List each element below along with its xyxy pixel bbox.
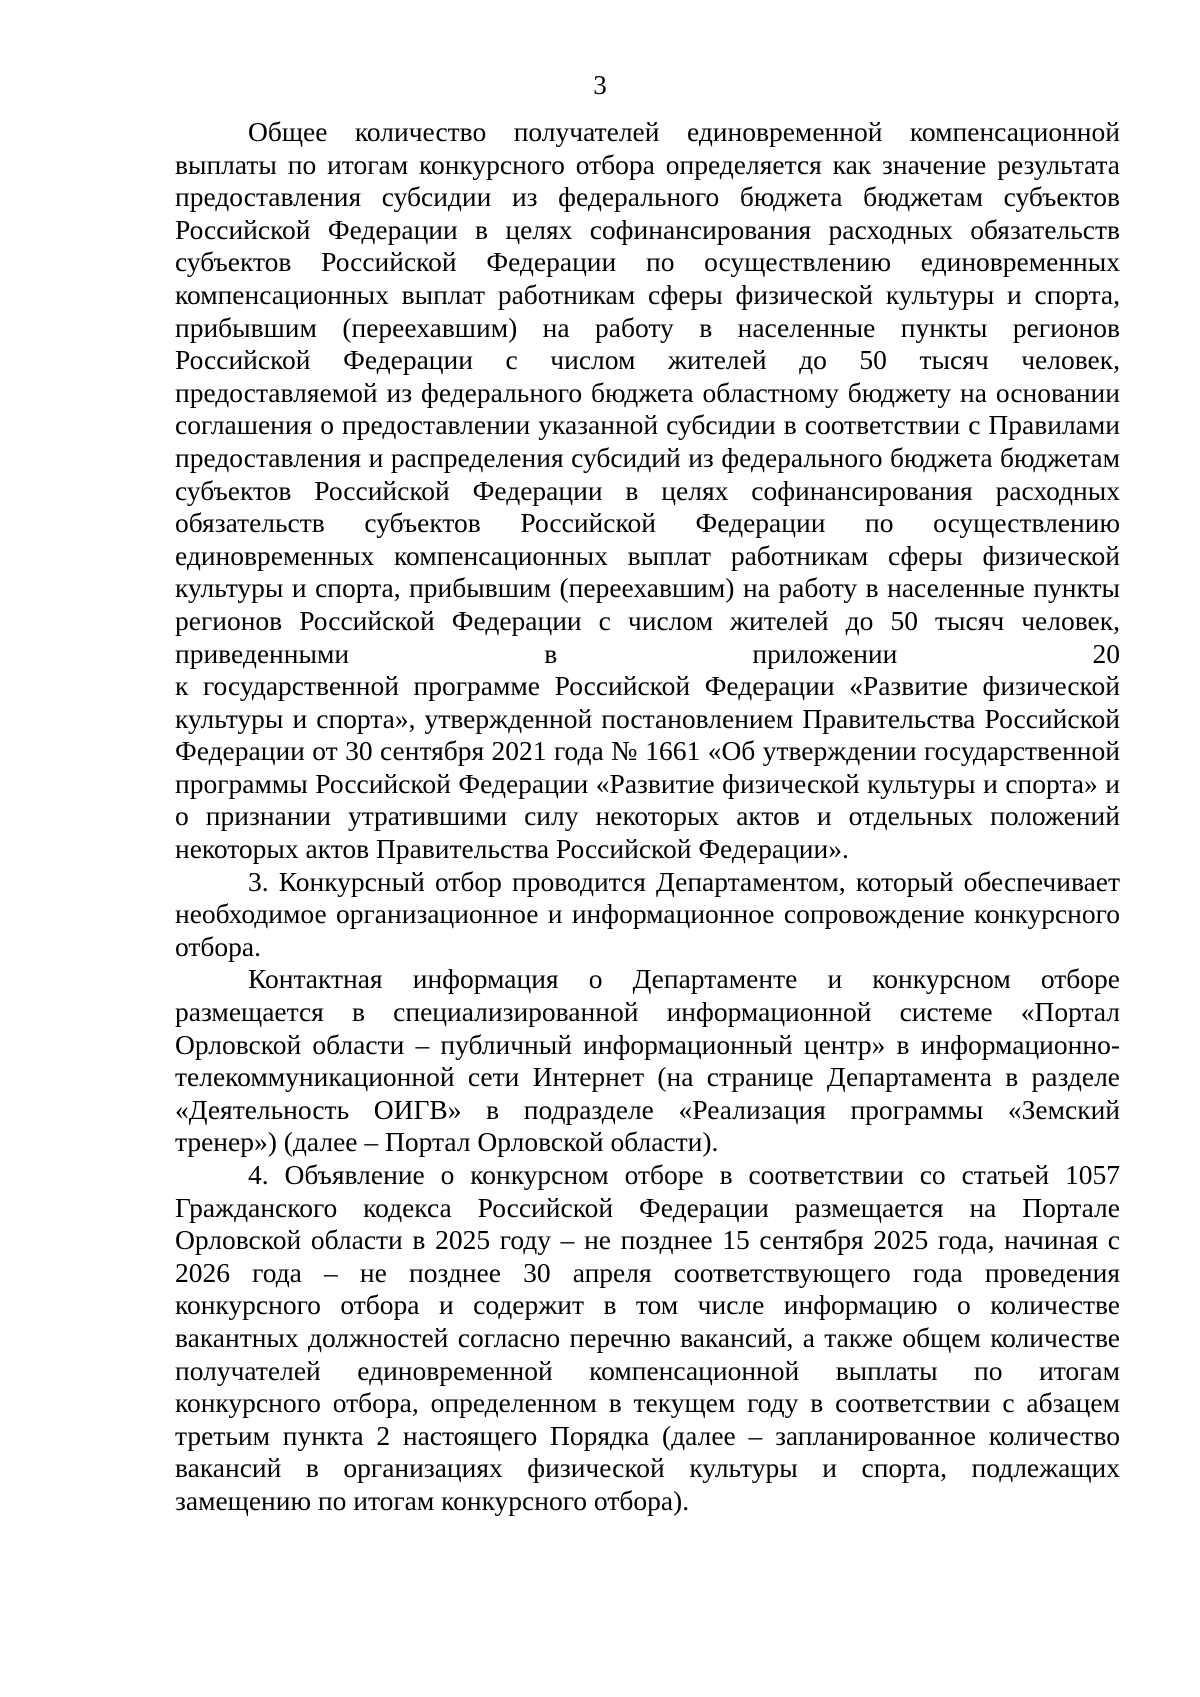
paragraph-state-program: к государственной программе Российской Федерации «Развитие физической культуры и спорта», утвержденной постановлением Правительства Российской Федерации от 30 сентября 2021 года № 1661 «Об утверждении государственной программы Российской Федерации «Развитие физической культуры и спорта» и о признании утратившими силу некоторых актов и отдельных положений некоторых актов Правительства Российской Федерации». (175, 670, 1120, 865)
paragraph-recipients-count: Общее количество получателей единовременной компенсационной выплаты по итогам конкурсного отбора определяется как значение результата предоставления субсидии из федерального бюджета бюджетам субъектов Российской Федерации в целях софинансирования расходных обязательств субъектов Российской Федерации по осуществлению единовременных компенсационных выплат работникам сферы физической культуры и спорта, прибывшим (переехавшим) на работу в населенные пункты регионов Российской Федерации с числом жителей до 50 тысяч человек, предоставляемой из федерального бюджета областному бюджету на основании соглашения о предоставлении указанной субсидии в соответствии с Правилами предоставления и распределения субсидий из федерального бюджета бюджетам субъектов Российской Федерации в целях софинансирования расходных обязательств субъектов Российской Федерации по осуществлению единовременных компенсационных выплат работникам сферы физической культуры и спорта, прибывшим (переехавшим) на работу в населенные пункты регионов Российской Федерации с числом жителей до 50 тысяч человек, приведенными в приложении 20 (175, 116, 1120, 669)
paragraph-item-3: 3. Конкурсный отбор проводится Департаментом, который обеспечивает необходимое организационное и информационное сопровождение конкурсного отбора. (175, 865, 1120, 962)
page-number: 3 (593, 70, 607, 100)
document-body (175, 116, 1120, 1518)
paragraph-item-4: 4. Объявление о конкурсном отборе в соответствии со статьей 1057 Гражданского кодекса Российской Федерации размещается на Портале Орловской области в 2025 году – не позднее 15 сентября 2025 года, начиная с 2026 года – не позднее 30 апреля соответствующего года проведения конкурсного отбора и содержит в том числе информацию о количестве вакантных должностей согласно перечню вакансий, а также общем количестве получателей единовременной компенсационной выплаты по итогам конкурсного отбора, определенном в текущем году в соответствии с абзацем третьим пункта 2 настоящего Порядка (далее – запланированное количество вакансий в организациях физической культуры и спорта, подлежащих замещению по итогам конкурсного отбора). (175, 1159, 1120, 1516)
paragraph-contact-info: Контактная информация о Департаменте и конкурсном отборе размещается в специализированной информационной системе «Портал Орловской области – публичный информационный центр» в информационно-телекоммуникационной сети Интернет (на странице Департамента в разделе «Деятельность ОИГВ» в подразделе «Реализация программы «Земский тренер») (далее – Портал Орловской области). (175, 963, 1120, 1158)
